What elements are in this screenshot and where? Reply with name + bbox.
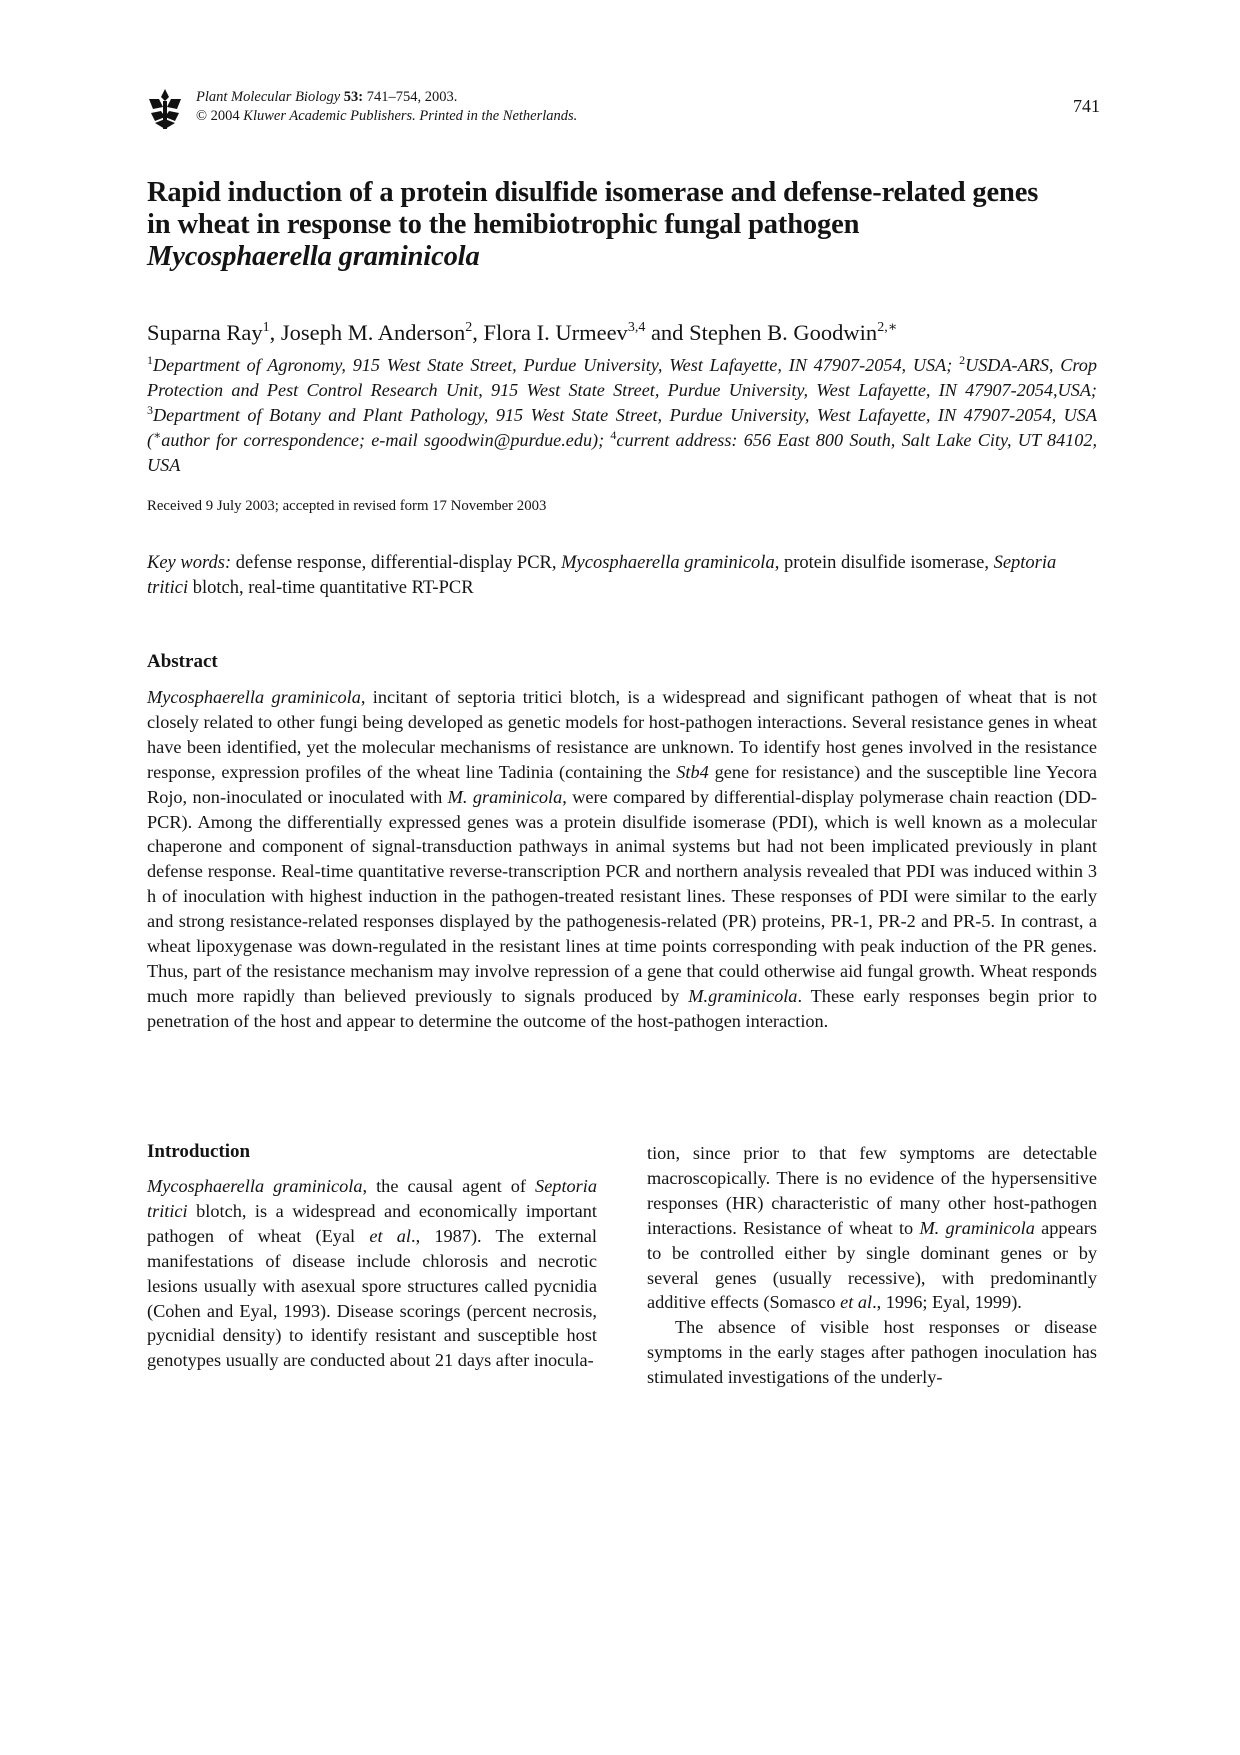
- intro-text: blotch, is a widespread and economically important pathogen of wheat (Eyal: [147, 1200, 597, 1246]
- author-name: Stephen B. Goodwin: [689, 320, 878, 345]
- keywords-text: , protein disulfide isomerase,: [774, 553, 994, 573]
- keywords-species: Septoria tritici: [147, 553, 1057, 598]
- author-name: Flora I. Urmeev: [483, 320, 628, 345]
- author-affiliations: [147, 353, 1097, 478]
- intro-species: Mycosphaerella graminicola: [147, 1176, 363, 1196]
- introduction-heading: Introduction: [147, 1141, 251, 1162]
- publisher-logo-icon: [147, 87, 183, 131]
- intro-text: tion, since prior to that few symptoms are detectable macroscopically. There is no evidence of the hypersensitive responses (HR) characteristic of many other host-pathogen interactions. Resistance of wheat to: [647, 1143, 1097, 1238]
- keywords-text: blotch, real-time quantitative RT-PCR: [188, 578, 474, 598]
- author-separator: ,: [269, 320, 281, 345]
- title-line-2: in wheat in response to the hemibiotrophic fungal pathogen: [147, 209, 860, 240]
- intro-species: Septoria tritici: [147, 1176, 597, 1221]
- intro-text: ., 1996; Eyal, 1999).: [872, 1292, 1022, 1313]
- author-affiliation-mark: 1: [262, 320, 270, 335]
- journal-name: Plant Molecular Biology: [196, 89, 341, 105]
- abstract-text: . These early responses begin prior to penetration of the host and appear to determine the outcome of the host-pathogen interaction.: [147, 985, 1097, 1031]
- keywords-text: defense response, differential-display PCR,: [231, 553, 562, 573]
- keywords-species: Mycosphaerella graminicola: [561, 553, 775, 573]
- author-affiliation-mark: 3,4: [627, 320, 646, 335]
- keywords: [147, 551, 1097, 601]
- author-separator: ,: [472, 320, 484, 345]
- article-title: [147, 177, 1097, 273]
- journal-citation: [196, 88, 577, 126]
- correspondence-text: author for correspondence; e-mail sgoodwin@purdue.edu);: [161, 430, 611, 450]
- copyright-year: 2004: [210, 108, 240, 124]
- keywords-label: Key words:: [147, 553, 232, 573]
- intro-text: appears to be controlled either by single dominant genes or by several genes (usually recessive), with predominantly additive effects (Somasco: [647, 1217, 1097, 1313]
- abstract-text: , incitant of septoria tritici blotch, is a widespread and significant pathogen of wheat that is not closely related to other fungi being developed as genetic models for host-pathogen interactions. Several resistance genes in wheat have been identified, yet the molecular mechanisms of resistance are unknown. To identify host genes involved in the resistance response, expression profiles of the wheat line Tadinia (containing the: [147, 687, 1097, 782]
- introduction-column-left: [147, 1174, 597, 1373]
- author-affiliation-mark: 2: [465, 320, 473, 335]
- affiliation-mark: 1: [147, 353, 153, 367]
- abstract-species: M. graminicola: [447, 786, 563, 807]
- received-dates: Received 9 July 2003; accepted in revised form 17 November 2003: [147, 498, 547, 514]
- abstract-text: , were compared by differential-display polymerase chain reaction (DD-PCR). Among the differentially expressed genes was a protein disulfide isomerase (PDI), which is well known as a molecular chaperone and component of signal-transduction pathways in animal systems but had not been implicated previously in plant defense response. Real-time quantitative reverse-transcription PCR and northern analysis revealed that PDI was induced within 3 h of inoculation with highest induction in the pathogen-treated resistant lines. These responses of PDI were similar to the early and strong resistance-related responses displayed by the pathogenesis-related (PR) proteins, PR-1, PR-2 and PR-5. In contrast, a wheat lipoxygenase was down-regulated in the resistant lines at time points corresponding with peak induction of the PR genes. Thus, part of the resistance mechanism may involve repression of a gene that could otherwise aid fungal growth. Wheat responds much more rapidly than believed previously to signals produced by: [147, 786, 1097, 1006]
- introduction-column-right: [647, 1141, 1097, 1390]
- journal-volume: 53:: [343, 89, 364, 105]
- author-name: Joseph M. Anderson: [280, 320, 466, 345]
- affiliation-mark: 4: [610, 428, 617, 442]
- abstract-body: [147, 685, 1097, 1034]
- printed-location: Printed in the Netherlands.: [419, 108, 578, 124]
- correspondence-mark: ∗: [153, 428, 162, 442]
- intro-species: M. graminicola: [919, 1217, 1035, 1238]
- journal-pages-year: 741–754, 2003.: [366, 89, 458, 105]
- author-separator: and: [645, 320, 690, 345]
- intro-text: , the causal agent of: [362, 1176, 536, 1196]
- title-line-3: Mycosphaerella graminicola: [147, 241, 480, 272]
- abstract-species: M.graminicola: [688, 985, 798, 1006]
- intro-et-al: et al: [369, 1225, 412, 1246]
- author-name: Suparna Ray: [147, 320, 263, 345]
- publisher-name: Kluwer Academic Publishers.: [243, 108, 416, 124]
- intro-text: ., 1987). The external manifestations of disease include chlorosis and necrotic lesions usually with asexual spore structures called pycnidia (Cohen and Eyal, 1993). Disease scorings (percent necrosis, pycnidial density) to identify resistant and susceptible host genotypes usually are conducted about 21 days after inocula-: [147, 1225, 597, 1371]
- paragraph: [147, 1174, 597, 1373]
- copyright-symbol: ©: [196, 108, 208, 124]
- author-list: [147, 319, 1097, 347]
- paragraph: The absence of visible host responses or disease symptoms in the early stages after pathogen inoculation has stimulated investigations of the underly-: [647, 1317, 1097, 1388]
- intro-et-al: et al: [840, 1292, 873, 1313]
- affiliation-text: Department of Botany and Plant Pathology, 915 West State Street, Purdue University, West Lafayette, IN 47907-2054, USA (: [147, 405, 1097, 450]
- abstract-gene: Stb4: [676, 761, 709, 782]
- affiliation-text: USDA-ARS, Crop Protection and Pest Control Research Unit, 915 West State Street, Purdue University, West Lafayette, IN 47907-2054,USA;: [147, 355, 1097, 400]
- author-affiliation-mark: 2,∗: [877, 320, 898, 335]
- affiliation-mark: 2: [959, 353, 966, 367]
- current-address-text: current address: 656 East 800 South, Salt Lake City, UT 84102, USA: [147, 430, 1097, 475]
- title-line-1: Rapid induction of a protein disulfide isomerase and defense-related genes: [147, 177, 1039, 208]
- affiliation-mark: 3: [147, 403, 153, 417]
- paragraph: [647, 1141, 1097, 1315]
- affiliation-text: Department of Agronomy, 915 West State Street, Purdue University, West Lafayette, IN 47907-2054, USA;: [153, 355, 960, 375]
- abstract-heading: Abstract: [147, 651, 218, 672]
- page-number: 741: [1073, 96, 1100, 116]
- abstract-species: Mycosphaerella graminicola: [147, 687, 361, 707]
- abstract-text: gene for resistance) and the susceptible line Yecora Rojo, non-inoculated or inoculated with: [147, 761, 1097, 807]
